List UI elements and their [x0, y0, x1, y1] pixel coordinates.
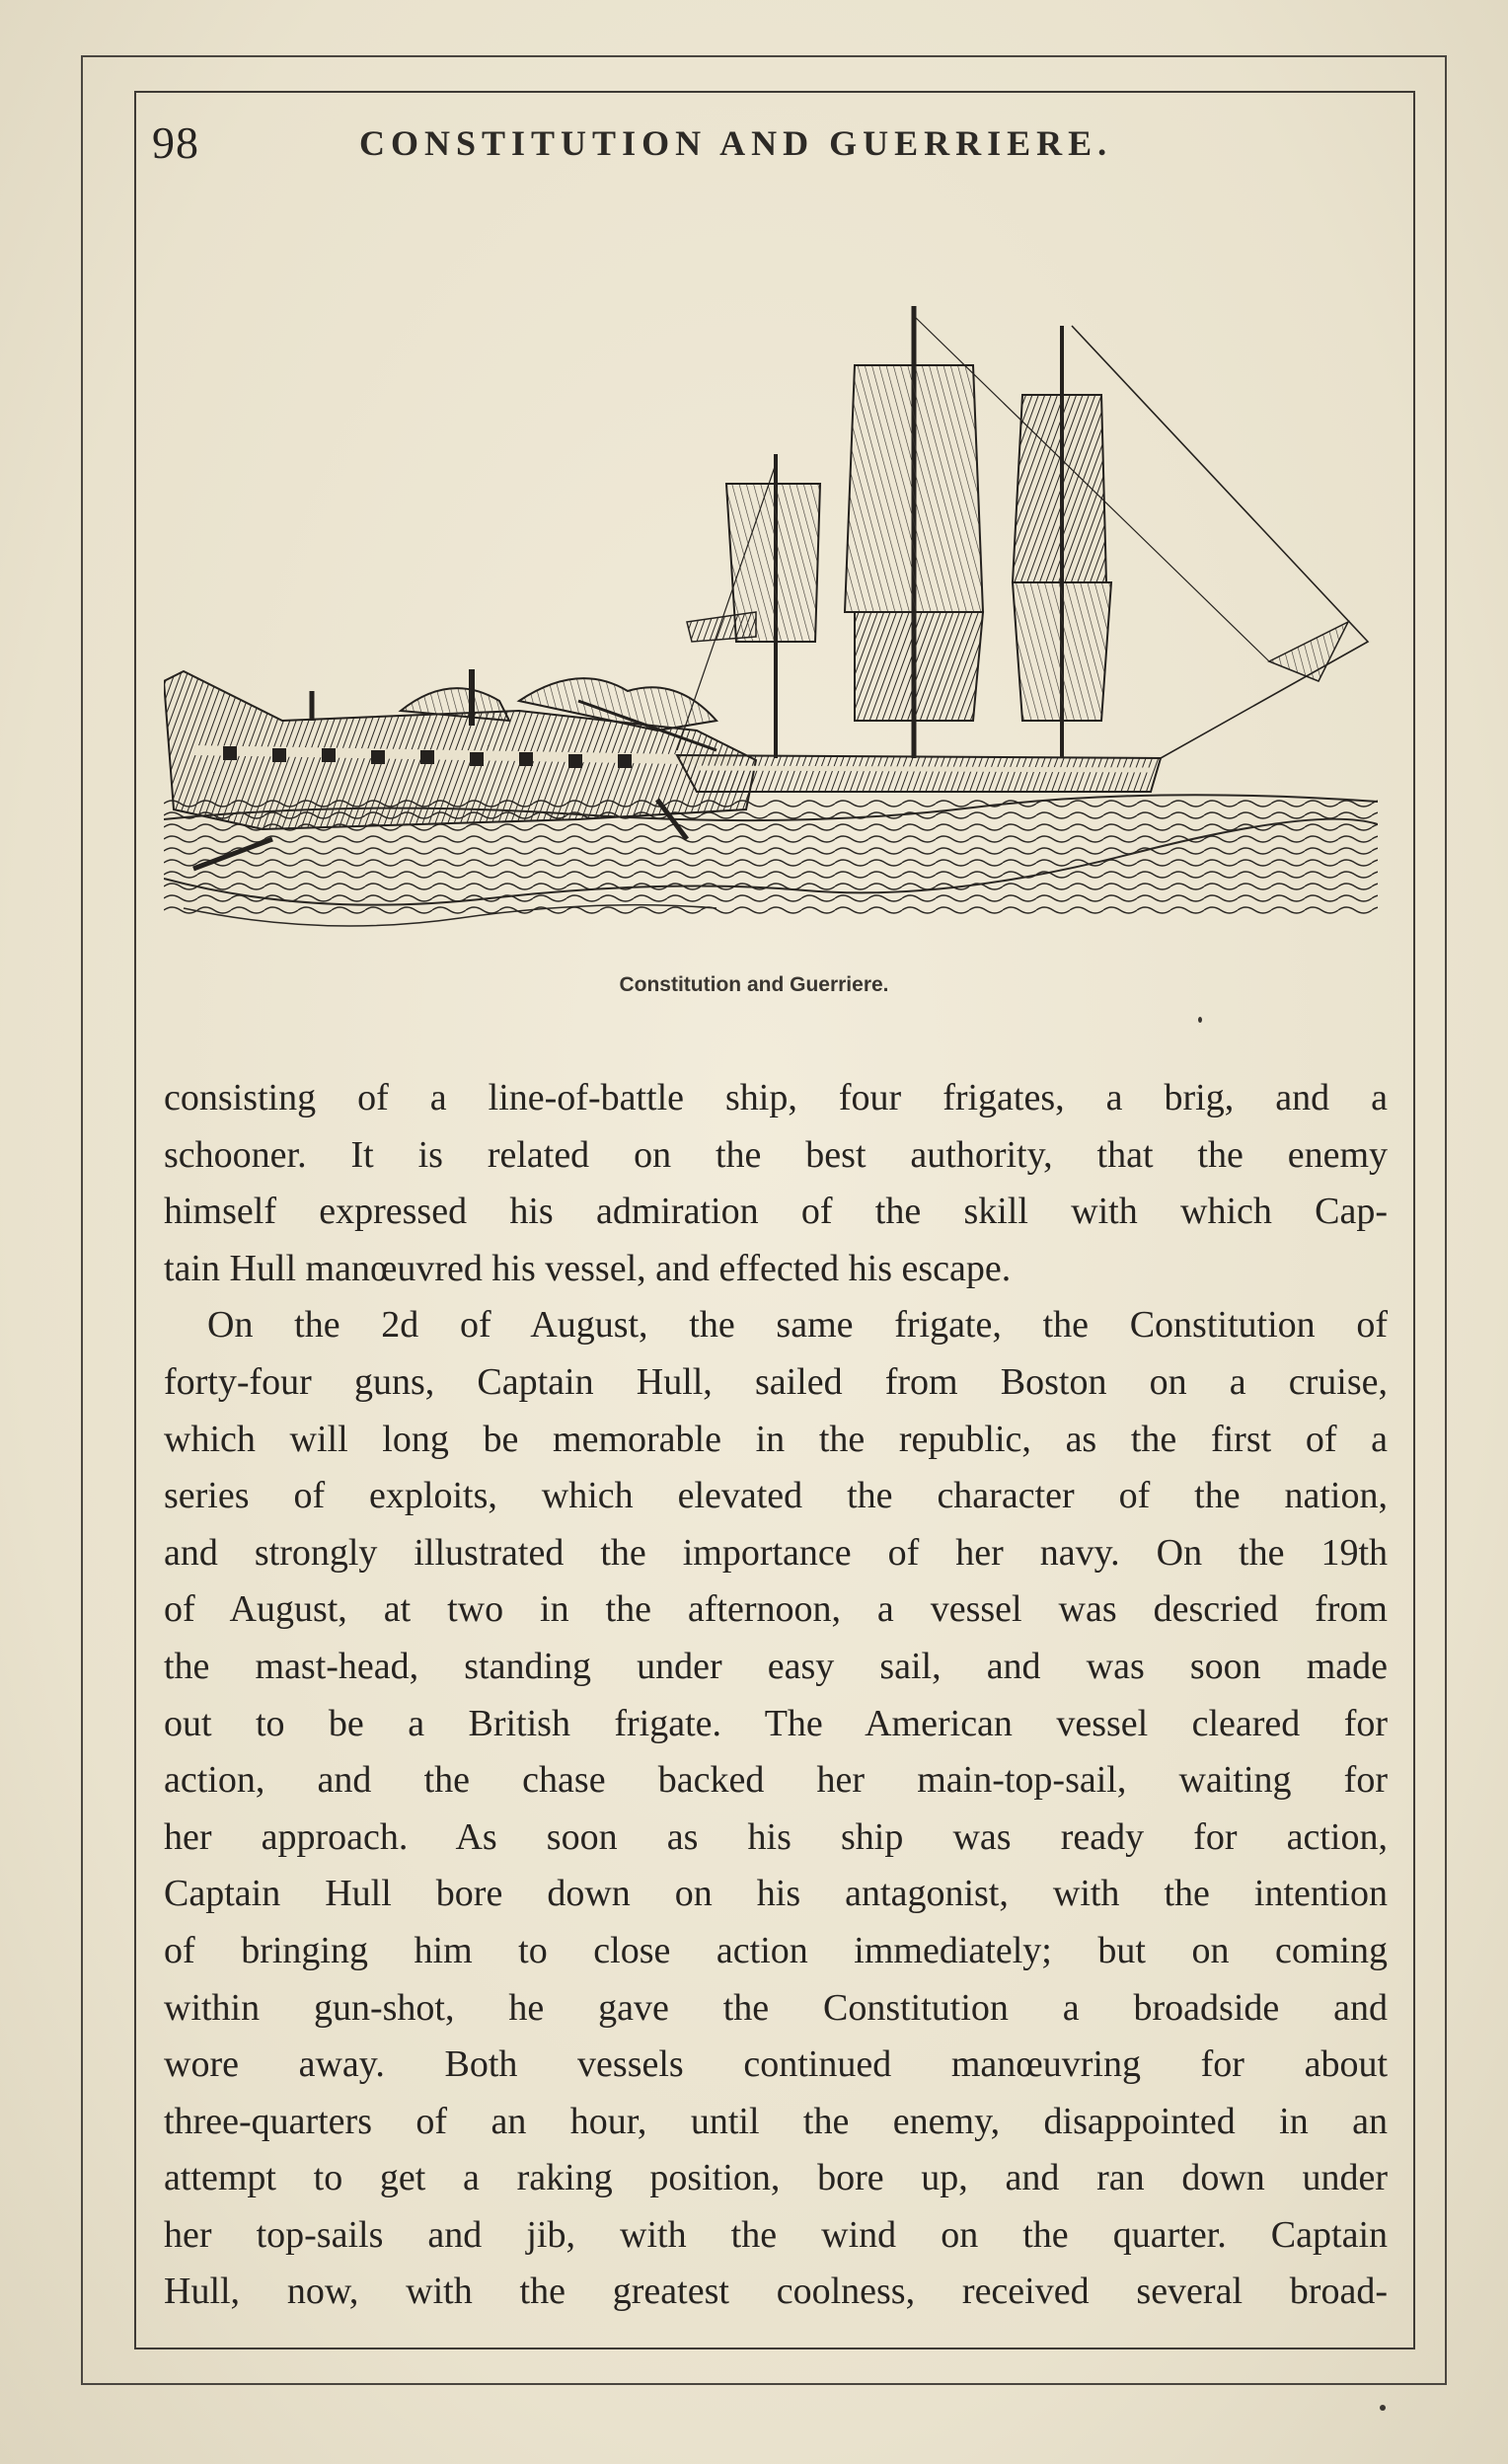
- ink-speck: [1198, 1017, 1202, 1023]
- constitution-ship: [677, 306, 1368, 792]
- page-header: [148, 116, 1401, 176]
- text-line: out to be a British frigate. The American vessel cleared for: [164, 1702, 1388, 1744]
- text-line: which will long be memorable in the republic, as the first of a: [164, 1418, 1388, 1460]
- text-line: the mast-head, standing under easy sail, and was soon made: [164, 1645, 1388, 1687]
- ship-engraving: [164, 286, 1378, 958]
- body-text: [164, 1070, 1388, 2321]
- text-line: consisting of a line-of-battle ship, four frigates, a brig, and a: [164, 1077, 1388, 1118]
- text-line: action, and the chase backed her main-top-sail, waiting for: [164, 1759, 1388, 1802]
- text-line: her approach. As soon as his ship was ready for action,: [164, 1815, 1388, 1858]
- text-line: series of exploits, which elevated the character of the nation,: [164, 1475, 1388, 1517]
- text-line: of August, at two in the afternoon, a vessel was descried from: [164, 1588, 1388, 1631]
- text-line: attempt to get a raking position, bore up, and ran down under: [164, 2157, 1388, 2199]
- text-line: three-quarters of an hour, until the enemy, disappointed in an: [164, 2100, 1388, 2142]
- text-line: tain Hull manœuvred his vessel, and effected his escape.: [164, 1247, 1012, 1289]
- text-line: Captain Hull bore down on his antagonist, with the intention: [164, 1873, 1388, 1915]
- text-line: himself expressed his admiration of the skill with which Cap-: [164, 1191, 1388, 1233]
- text-line: schooner. It is related on the best authority, that the enemy: [164, 1133, 1388, 1176]
- text-line: and strongly illustrated the importance of her navy. On the 19th: [164, 1531, 1388, 1574]
- text-line: wore away. Both vessels continued manœuvring for about: [164, 2043, 1388, 2086]
- illustration-caption: Constitution and Guerriere.: [619, 973, 889, 996]
- text-line: forty-four guns, Captain Hull, sailed from Boston on a cruise,: [164, 1360, 1388, 1403]
- text-line: Hull, now, with the greatest coolness, received several broad-: [164, 2271, 1388, 2313]
- running-title: CONSTITUTION AND GUERRIERE.: [359, 123, 1113, 163]
- text-line: of bringing him to close action immediately; but on coming: [164, 1929, 1388, 1971]
- ink-speck: [1380, 2405, 1386, 2411]
- text-line: within gun-shot, he gave the Constitution a broadside and: [164, 1986, 1388, 2029]
- text-line: her top-sails and jib, with the wind on the quarter. Captain: [164, 2213, 1388, 2256]
- page-number: 98: [152, 117, 199, 168]
- text-line: On the 2d of August, the same frigate, the Constitution of: [207, 1304, 1388, 1347]
